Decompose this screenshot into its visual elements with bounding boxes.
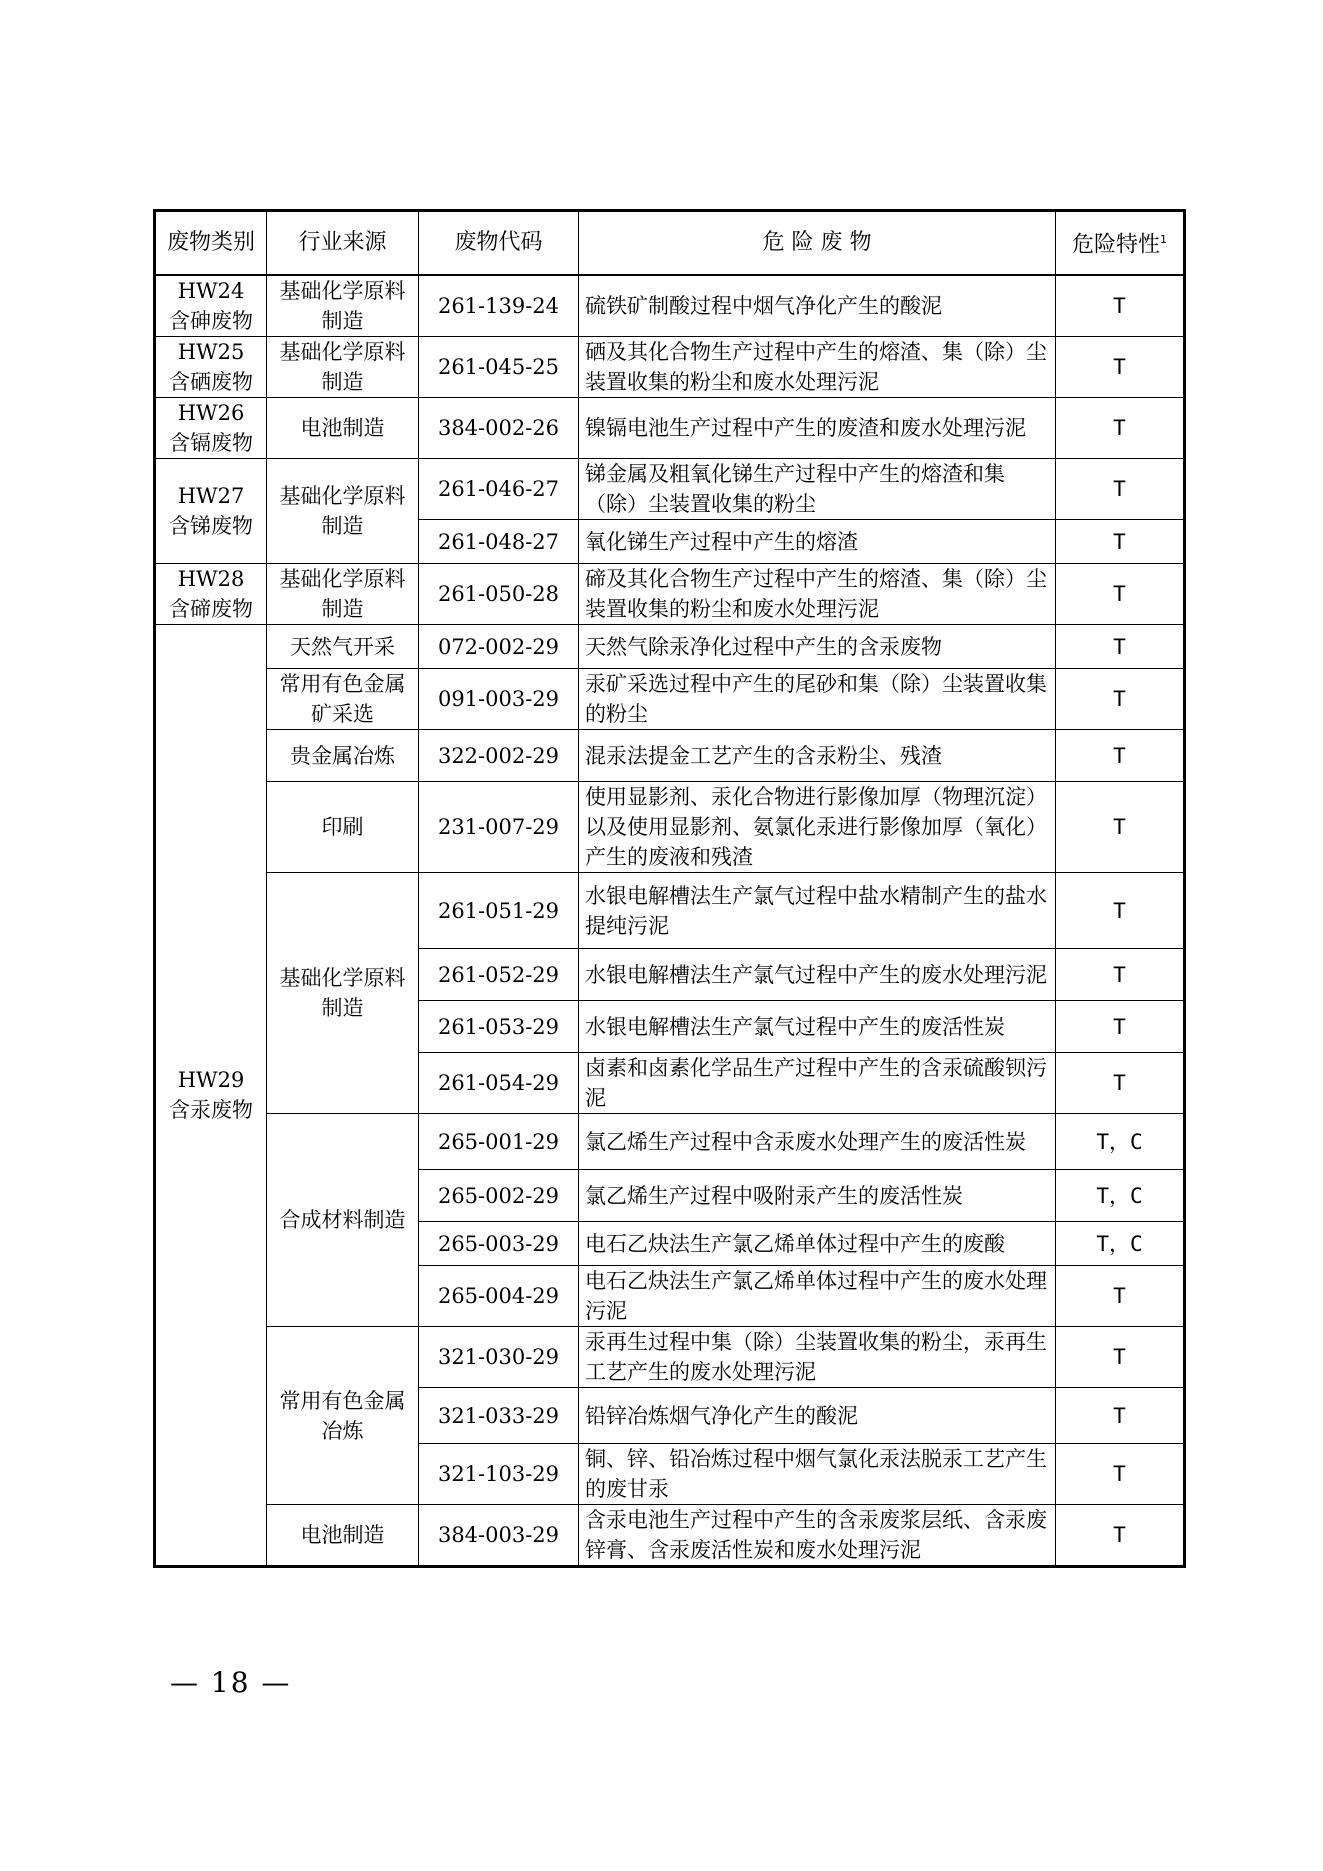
description-cell: 氯乙烯生产过程中含汞废水处理产生的废活性炭 bbox=[579, 1114, 1056, 1170]
industry-cell: 基础化学原料制造 bbox=[267, 564, 419, 625]
table-row bbox=[155, 564, 1185, 625]
description-cell: 含汞电池生产过程中产生的含汞废浆层纸、含汞废锌膏、含汞废活性炭和废水处理污泥 bbox=[579, 1505, 1056, 1567]
description-cell: 天然气除汞净化过程中产生的含汞废物 bbox=[579, 625, 1056, 669]
category-cell bbox=[155, 398, 267, 459]
category-id: HW28 bbox=[177, 567, 245, 591]
hazard-cell: T bbox=[1056, 625, 1185, 669]
header-industry: 行业来源 bbox=[267, 211, 419, 276]
description-cell: 硒及其化合物生产过程中产生的熔渣、集（除）尘装置收集的粉尘和废水处理污泥 bbox=[579, 337, 1056, 398]
page-number: — 18 — bbox=[170, 1666, 292, 1699]
hazard-cell: T bbox=[1056, 949, 1185, 1001]
category-name: 含镉废物 bbox=[169, 431, 253, 455]
hazard-cell: T bbox=[1056, 1388, 1185, 1444]
code-cell: 261-046-27 bbox=[419, 459, 579, 520]
header-waste: 危 险 废 物 bbox=[579, 211, 1056, 276]
category-name: 含硒废物 bbox=[169, 370, 253, 394]
hazard-cell: T bbox=[1056, 1505, 1185, 1567]
hazard-cell: T bbox=[1056, 459, 1185, 520]
header-code: 废物代码 bbox=[419, 211, 579, 276]
table-row bbox=[155, 669, 1185, 730]
code-cell: 322-002-29 bbox=[419, 730, 579, 782]
industry-cell: 基础化学原料制造 bbox=[267, 337, 419, 398]
description-cell: 镍镉电池生产过程中产生的废渣和废水处理污泥 bbox=[579, 398, 1056, 459]
hazard-cell: T bbox=[1056, 520, 1185, 564]
code-cell: 091-003-29 bbox=[419, 669, 579, 730]
code-cell: 261-045-25 bbox=[419, 337, 579, 398]
description-cell: 锑金属及粗氧化锑生产过程中产生的熔渣和集（除）尘装置收集的粉尘 bbox=[579, 459, 1056, 520]
description-cell: 水银电解槽法生产氯气过程中产生的废水处理污泥 bbox=[579, 949, 1056, 1001]
code-cell: 231-007-29 bbox=[419, 782, 579, 873]
hazard-cell: T bbox=[1056, 669, 1185, 730]
category-name: 含砷废物 bbox=[169, 309, 253, 333]
description-cell: 电石乙炔法生产氯乙烯单体过程中产生的废酸 bbox=[579, 1222, 1056, 1266]
table-row bbox=[155, 459, 1185, 520]
industry-cell: 基础化学原料制造 bbox=[267, 459, 419, 564]
industry-cell: 基础化学原料制造 bbox=[267, 275, 419, 337]
code-cell: 265-003-29 bbox=[419, 1222, 579, 1266]
hazard-cell: T bbox=[1056, 398, 1185, 459]
category-id: HW25 bbox=[177, 340, 245, 364]
description-cell: 铅锌冶炼烟气净化产生的酸泥 bbox=[579, 1388, 1056, 1444]
hazard-cell: T bbox=[1056, 782, 1185, 873]
category-id: HW27 bbox=[177, 484, 245, 508]
description-cell: 硫铁矿制酸过程中烟气净化产生的酸泥 bbox=[579, 275, 1056, 337]
code-cell: 261-050-28 bbox=[419, 564, 579, 625]
hazard-cell: T bbox=[1056, 730, 1185, 782]
hazard-cell: T bbox=[1056, 564, 1185, 625]
hazard-cell: T，C bbox=[1056, 1170, 1185, 1222]
header-hazard bbox=[1056, 211, 1185, 276]
industry-cell: 电池制造 bbox=[267, 1505, 419, 1567]
table-header-row bbox=[155, 211, 1185, 276]
industry-cell: 电池制造 bbox=[267, 398, 419, 459]
description-cell: 水银电解槽法生产氯气过程中盐水精制产生的盐水提纯污泥 bbox=[579, 873, 1056, 949]
code-cell: 072-002-29 bbox=[419, 625, 579, 669]
hazard-cell: T bbox=[1056, 337, 1185, 398]
code-cell: 265-002-29 bbox=[419, 1170, 579, 1222]
description-cell: 混汞法提金工艺产生的含汞粉尘、残渣 bbox=[579, 730, 1056, 782]
industry-cell: 常用有色金属冶炼 bbox=[267, 1327, 419, 1505]
code-cell: 261-054-29 bbox=[419, 1053, 579, 1114]
code-cell: 261-052-29 bbox=[419, 949, 579, 1001]
description-cell: 氯乙烯生产过程中吸附汞产生的废活性炭 bbox=[579, 1170, 1056, 1222]
code-cell: 261-048-27 bbox=[419, 520, 579, 564]
category-cell bbox=[155, 337, 267, 398]
industry-cell: 基础化学原料制造 bbox=[267, 873, 419, 1114]
hazard-cell: T bbox=[1056, 1001, 1185, 1053]
hazard-cell: T bbox=[1056, 1444, 1185, 1505]
industry-cell: 印刷 bbox=[267, 782, 419, 873]
code-cell: 265-004-29 bbox=[419, 1266, 579, 1327]
hazard-cell: T bbox=[1056, 1327, 1185, 1388]
industry-cell: 常用有色金属矿采选 bbox=[267, 669, 419, 730]
hazard-cell: T bbox=[1056, 275, 1185, 337]
description-cell: 水银电解槽法生产氯气过程中产生的废活性炭 bbox=[579, 1001, 1056, 1053]
table-row bbox=[155, 1505, 1185, 1567]
code-cell: 321-030-29 bbox=[419, 1327, 579, 1388]
table-row bbox=[155, 1114, 1185, 1170]
description-cell: 铜、锌、铅冶炼过程中烟气氯化汞法脱汞工艺产生的废甘汞 bbox=[579, 1444, 1056, 1505]
description-cell: 汞矿采选过程中产生的尾砂和集（除）尘装置收集的粉尘 bbox=[579, 669, 1056, 730]
industry-cell: 天然气开采 bbox=[267, 625, 419, 669]
table-row bbox=[155, 337, 1185, 398]
category-cell bbox=[155, 625, 267, 1567]
code-cell: 261-053-29 bbox=[419, 1001, 579, 1053]
code-cell: 261-139-24 bbox=[419, 275, 579, 337]
category-cell bbox=[155, 275, 267, 337]
code-cell: 384-002-26 bbox=[419, 398, 579, 459]
hazard-cell: T bbox=[1056, 873, 1185, 949]
code-cell: 321-033-29 bbox=[419, 1388, 579, 1444]
table-body bbox=[155, 275, 1185, 1567]
hazard-cell: T bbox=[1056, 1053, 1185, 1114]
category-id: HW29 bbox=[177, 1068, 245, 1092]
table-row bbox=[155, 275, 1185, 337]
description-cell: 使用显影剂、汞化合物进行影像加厚（物理沉淀）以及使用显影剂、氨氯化汞进行影像加厚（氧化）产生的废液和残渣 bbox=[579, 782, 1056, 873]
code-cell: 261-051-29 bbox=[419, 873, 579, 949]
description-cell: 电石乙炔法生产氯乙烯单体过程中产生的废水处理污泥 bbox=[579, 1266, 1056, 1327]
category-name: 含汞废物 bbox=[169, 1098, 253, 1122]
category-cell bbox=[155, 459, 267, 564]
header-hazard-label: 危险特性 bbox=[1071, 232, 1160, 258]
hazard-cell: T，C bbox=[1056, 1114, 1185, 1170]
description-cell: 碲及其化合物生产过程中产生的熔渣、集（除）尘装置收集的粉尘和废水处理污泥 bbox=[579, 564, 1056, 625]
category-name: 含锑废物 bbox=[169, 514, 253, 538]
category-cell bbox=[155, 564, 267, 625]
table-row bbox=[155, 730, 1185, 782]
description-cell: 卤素和卤素化学品生产过程中产生的含汞硫酸钡污泥 bbox=[579, 1053, 1056, 1114]
code-cell: 265-001-29 bbox=[419, 1114, 579, 1170]
table-row bbox=[155, 1327, 1185, 1388]
industry-cell: 合成材料制造 bbox=[267, 1114, 419, 1327]
table-row bbox=[155, 782, 1185, 873]
hazardous-waste-table bbox=[153, 209, 1186, 1568]
header-category: 废物类别 bbox=[155, 211, 267, 276]
hazard-cell: T，C bbox=[1056, 1222, 1185, 1266]
industry-cell: 贵金属冶炼 bbox=[267, 730, 419, 782]
category-id: HW26 bbox=[177, 401, 245, 425]
header-hazard-footnote: 1 bbox=[1160, 233, 1167, 247]
description-cell: 氧化锑生产过程中产生的熔渣 bbox=[579, 520, 1056, 564]
description-cell: 汞再生过程中集（除）尘装置收集的粉尘，汞再生工艺产生的废水处理污泥 bbox=[579, 1327, 1056, 1388]
table-row bbox=[155, 625, 1185, 669]
code-cell: 384-003-29 bbox=[419, 1505, 579, 1567]
category-id: HW24 bbox=[177, 279, 245, 303]
table-row bbox=[155, 873, 1185, 949]
category-name: 含碲废物 bbox=[169, 597, 253, 621]
code-cell: 321-103-29 bbox=[419, 1444, 579, 1505]
table-row bbox=[155, 398, 1185, 459]
hazard-cell: T bbox=[1056, 1266, 1185, 1327]
